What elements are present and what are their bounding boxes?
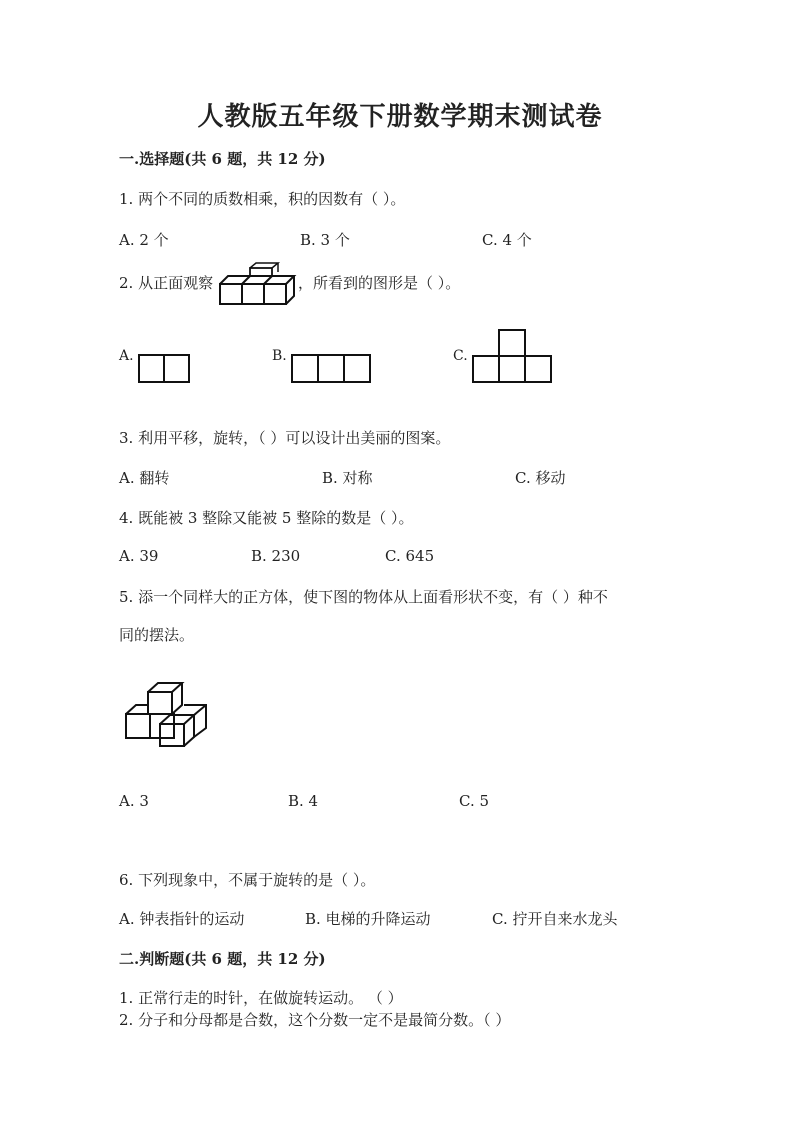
judgement-question-2: 2. 分子和分母都是合数，这个分数一定不是最简分数。（ ） (119, 1011, 511, 1029)
question-3: 3. 利用平移，旋转，（ ）可以设计出美丽的图案。 (119, 429, 451, 447)
q3-option-a[interactable]: A. 翻转 (119, 469, 170, 487)
q3-option-c[interactable]: C. 移动 (515, 469, 566, 487)
q4-option-c[interactable]: C. 645 (385, 547, 435, 565)
q5-option-c[interactable]: C. 5 (459, 792, 490, 810)
q2-option-a-figure (138, 354, 192, 384)
question-5-line-1: 5. 添一个同样大的正方体，使下图的物体从上面看形状不变，有（ ）种不 (119, 588, 608, 606)
q4-option-a[interactable]: A. 39 (119, 547, 159, 565)
q1-option-a[interactable]: A. 2 个 (119, 231, 169, 249)
question-6: 6. 下列现象中，不属于旋转的是（ ）。 (119, 871, 376, 889)
q6-option-c[interactable]: C. 拧开自来水龙头 (492, 910, 618, 928)
q5-option-a[interactable]: A. 3 (119, 792, 149, 810)
q4-option-b[interactable]: B. 230 (251, 547, 301, 565)
q2-option-b[interactable]: B. (272, 348, 287, 364)
q2-option-a[interactable]: A. (119, 348, 134, 364)
question-2-before: 2. 从正面观察 (119, 274, 214, 292)
q2-cube-figure (218, 266, 298, 308)
section-heading-judgement: 二.判断题(共 6 题，共 12 分) (119, 950, 326, 968)
question-4: 4. 既能被 3 整除又能被 5 整除的数是（ ）。 (119, 509, 414, 527)
q2-option-c[interactable]: C. (453, 348, 468, 364)
question-1: 1. 两个不同的质数相乘，积的因数有（ ）。 (119, 190, 406, 208)
section-heading-choice: 一.选择题(共 6 题，共 12 分) (119, 150, 326, 168)
question-2-after: ，所看到的图形是（ ）。 (298, 274, 461, 292)
q2-option-b-figure (291, 354, 373, 384)
page-title: 人教版五年级下册数学期末测试卷 (197, 102, 603, 132)
q3-option-b[interactable]: B. 对称 (322, 469, 373, 487)
q5-cube-stack-figure (124, 680, 210, 750)
judgement-question-1: 1. 正常行走的时针，在做旋转运动。 （ ） (119, 989, 403, 1007)
q2-option-c-figure (472, 329, 554, 385)
q1-option-b[interactable]: B. 3 个 (300, 231, 350, 249)
q6-option-a[interactable]: A. 钟表指针的运动 (119, 910, 245, 928)
q5-option-b[interactable]: B. 4 (288, 792, 319, 810)
q1-option-c[interactable]: C. 4 个 (482, 231, 532, 249)
question-5-line-2: 同的摆法。 (119, 626, 195, 644)
q6-option-b[interactable]: B. 电梯的升降运动 (305, 910, 431, 928)
